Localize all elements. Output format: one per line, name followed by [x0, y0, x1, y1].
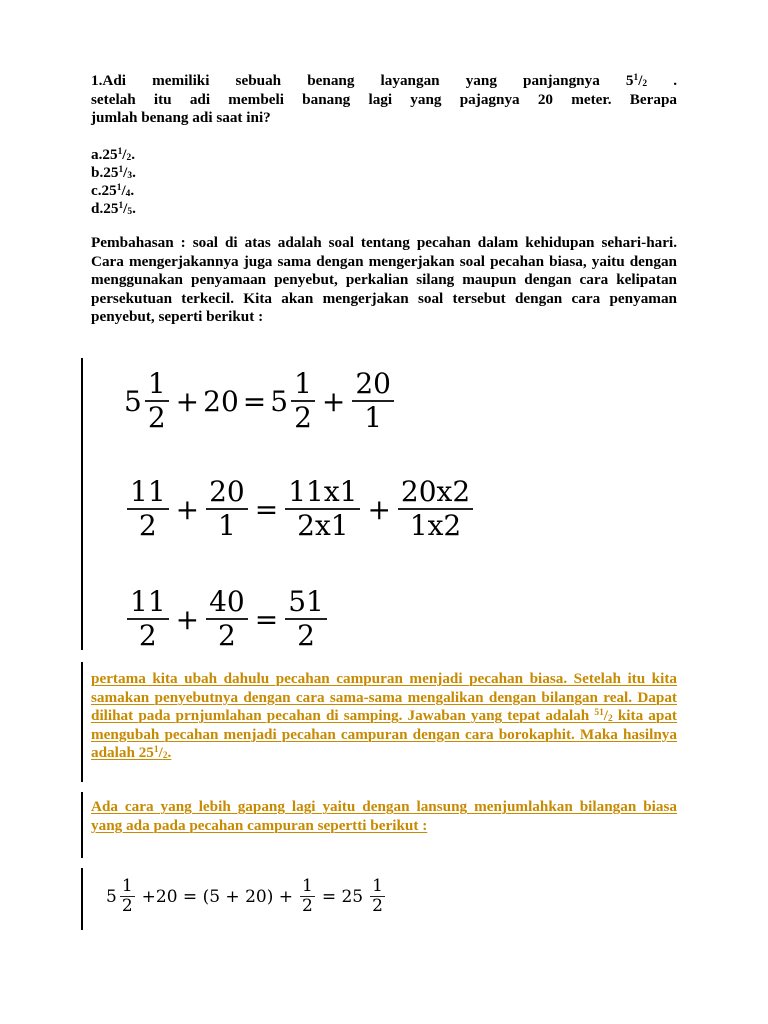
eq2-plus-2: + [367, 492, 391, 526]
equation-3 [124, 585, 330, 650]
eq1-whole-a: 5 [124, 384, 142, 418]
question-slash: / [638, 72, 643, 89]
pembahasan-paragraph: Pembahasan : soal di atas adalah soal tentang pecahan dalam kehidupan sehari-hari. Cara mengerjakannya juga sama dengan mengerjakan soal pecahan biasa, yaitu dengan menggunakan penyamaan penyebut, perkalian silang maupun dengan cara kelipatan persekutuan terkecil. Kita akan mengerjakan soal tersebut dengan cara penyaman penyebut, seperti berikut : [91, 234, 677, 325]
eq2-den-c: 2x1 [297, 509, 349, 542]
eq2-fraction-a [127, 475, 169, 542]
eq3-num-c: 51 [285, 588, 327, 620]
eq1-plus-2: + [321, 384, 346, 418]
option-b-sup: 1 [118, 164, 124, 175]
eq3-den-a: 2 [138, 619, 157, 650]
option-c-slash: / [121, 182, 126, 199]
eq4-num-a: 1 [121, 876, 133, 896]
question-line-1 [91, 72, 677, 91]
option-d-sup: 1 [118, 200, 124, 211]
option-d [91, 200, 136, 219]
eq1-equals: = [242, 384, 267, 418]
eq2-plus-1: + [175, 492, 200, 526]
question-sub: 2 [642, 79, 648, 90]
option-c-sub: 4 [125, 189, 131, 200]
explanation-text-1: pertama kita ubah dahulu pecahan campuran menjadi pecahan biasa. Setelah itu kita samakan penyebutnya dengan cara sama-sama mengalikan dengan bilangan real. Dapat dilihat pada prnjumlahan pecahan di samping. Jawaban yang tepat adalah [91, 670, 677, 724]
eq3-den-b: 2 [218, 619, 236, 650]
alternative-bar [81, 792, 83, 858]
option-d-suffix: . [132, 200, 136, 217]
explanation-answer-sub: 2 [608, 714, 613, 725]
eq1-num-c: 20 [352, 370, 394, 402]
equation-block-bar [81, 358, 83, 650]
eq4-den-a: 2 [121, 896, 133, 916]
eq2-num-c: 11x1 [285, 478, 360, 510]
option-d-sub: 5 [127, 207, 133, 218]
option-b-text: b.25 [91, 164, 119, 181]
option-a [91, 146, 135, 165]
option-d-text: d.25 [91, 200, 119, 217]
eq3-num-a: 11 [127, 588, 169, 620]
option-a-slash: / [122, 146, 127, 163]
question-text-1: 1.Adi memiliki sebuah benang layangan yang panjangnya 5 [91, 72, 634, 89]
eq1-fraction-b [291, 367, 315, 434]
eq4-result-whole: = 25 [321, 886, 364, 907]
option-d-slash: / [123, 200, 128, 217]
eq3-plus: + [175, 602, 200, 636]
eq3-equals: = [254, 602, 279, 636]
option-c-sup: 1 [116, 182, 122, 193]
eq2-den-a: 2 [138, 509, 157, 542]
explanation-text-2: kita apat mengubah pecahan menjadi pecahan campuran dengan cara borokaphit. Maka hasilnya adalah 25 [91, 707, 677, 761]
explanation-paragraph [91, 670, 677, 763]
eq4-middle: +20 = (5 + 20) + [141, 886, 293, 907]
eq4-fraction-a [120, 878, 135, 915]
eq3-fraction-b [206, 585, 248, 650]
eq1-num-a: 1 [145, 370, 169, 402]
eq1-plus-1: + [175, 384, 200, 418]
explanation-bar [81, 662, 83, 782]
eq4-fraction-b [300, 878, 315, 915]
option-c [91, 182, 134, 201]
eq2-den-d: 1x2 [409, 509, 462, 542]
option-b-suffix: . [132, 164, 136, 181]
eq4-num-b: 1 [302, 876, 313, 896]
explanation-result-sub: 2 [162, 751, 168, 762]
option-c-suffix: . [130, 182, 135, 199]
eq1-whole-b: 5 [270, 384, 289, 418]
option-b-sub: 3 [127, 171, 133, 182]
eq1-den-b: 2 [294, 401, 312, 434]
option-c-text: c.25 [91, 182, 117, 199]
explanation-answer-slash: / [603, 707, 608, 724]
eq4-whole-a: 5 [106, 886, 117, 907]
option-a-sup: 1 [117, 146, 123, 157]
eq2-fraction-b [206, 475, 248, 542]
equation-4-bar [81, 868, 83, 930]
explanation-text-3: . [167, 744, 172, 761]
option-a-text: a.25 [91, 146, 118, 163]
eq1-num-b: 1 [291, 370, 315, 402]
question-sup: 1 [633, 72, 639, 83]
eq2-fraction-d [398, 475, 473, 542]
question-line-3: jumlah benang adi saat ini? [91, 109, 271, 126]
equation-4 [106, 878, 388, 915]
question-period: . [647, 72, 677, 89]
option-a-suffix: . [131, 146, 136, 163]
eq1-fraction-c [352, 367, 394, 434]
question-line-2: setelah itu adi membeli banang lagi yang pajagnya 20 meter. Berapa [91, 90, 677, 108]
eq2-num-b: 20 [206, 478, 248, 510]
question-paragraph [91, 72, 677, 128]
explanation-result-slash: / [158, 744, 163, 761]
equation-1 [124, 367, 397, 434]
equation-image [84, 358, 504, 650]
option-a-sub: 2 [126, 153, 132, 164]
option-b-slash: / [123, 164, 128, 181]
eq3-den-c: 2 [297, 619, 315, 650]
eq1-twenty: 20 [203, 384, 239, 418]
eq1-den-c: 1 [364, 401, 383, 434]
eq4-fraction-c [370, 878, 385, 915]
option-b [91, 164, 136, 183]
alternative-paragraph: Ada cara yang lebih gapang lagi yaitu dengan lansung menjumlahkan bilangan biasa yang ada pada pecahan campuran sepertti berikut : [91, 798, 677, 834]
eq3-fraction-a [127, 585, 169, 650]
eq2-fraction-c [285, 475, 360, 542]
eq1-den-a: 2 [147, 401, 166, 434]
eq4-num-c: 1 [372, 876, 383, 896]
eq3-num-b: 40 [206, 588, 248, 620]
eq2-num-d: 20x2 [398, 478, 473, 510]
eq2-num-a: 11 [127, 478, 169, 510]
explanation-answer-sup: 51 [594, 707, 604, 718]
eq4-den-c: 2 [372, 896, 383, 916]
eq1-fraction-a [145, 367, 169, 434]
explanation-result-sup: 1 [153, 744, 159, 755]
eq2-den-b: 1 [218, 509, 236, 542]
eq3-fraction-c [285, 585, 327, 650]
eq2-equals: = [254, 492, 279, 526]
eq4-den-b: 2 [302, 896, 313, 916]
equation-2 [124, 475, 476, 542]
